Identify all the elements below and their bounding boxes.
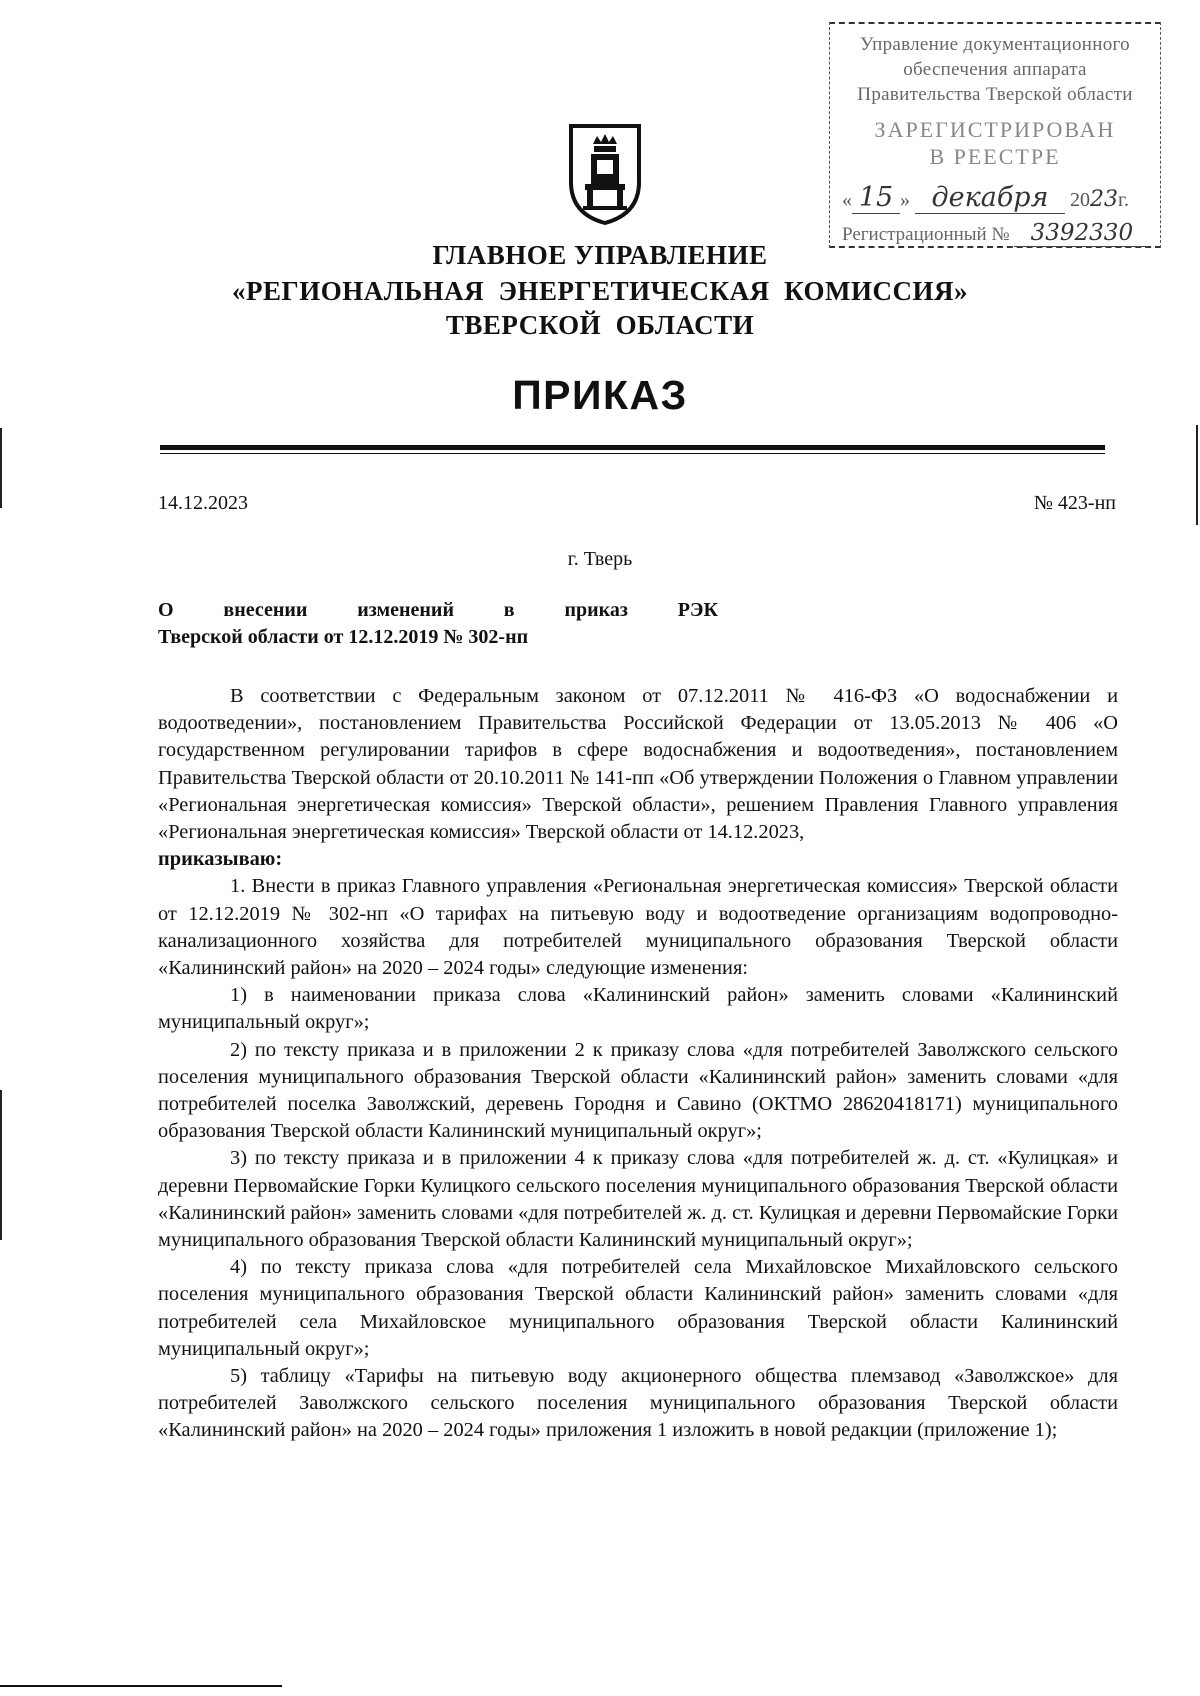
scan-edge-mark [0,1090,2,1240]
stamp-year-unit: г. [1118,189,1129,211]
stamp-in-registry: В РЕЕСТРЕ [929,144,1061,169]
stamp-month: декабря [915,182,1065,214]
document-subject [158,597,718,651]
footer-rule [0,1685,282,1687]
subject-line-2: Тверской области от 12.12.2019 № 302-нп [158,626,529,648]
document-city: г. Тверь [567,548,633,570]
document-type: ПРИКАЗ [512,372,688,418]
scan-edge-mark [1196,425,1198,525]
subitem-5: 5) таблицу «Тарифы на питьевую воду акционерного общества племзавод «Заволжское» для потребителей Заволжского сельского поселения муниципального образования Тверской области «Калининский район» на 2020 – 2024 годы» приложения 1 изложить в новой редакции (приложение 1); [158,1365,1118,1442]
scan-edge-mark [0,428,2,508]
stamp-date: « 15 » декабря 2023г. [842,182,1129,213]
org-name-line-3: ТВЕРСКОЙ ОБЛАСТИ [445,310,755,340]
header-rule-thin [160,453,1105,454]
org-name-line-2: «РЕГИОНАЛЬНАЯ ЭНЕРГЕТИЧЕСКАЯ КОМИССИЯ» [232,276,968,306]
preamble-paragraph: В соответствии с Федеральным законом от 07.12.2011 № 416-ФЗ «О водоснабжении и водоотведении», постановлением Правительства Российской Федерации от 13.05.2013 № 406 «О государственном регулировании тарифов в сфере водоснабжения и водоотведения», постановлением Правительства Тверской области от 20.10.2011 № 141-пп «Об утверждении Положения о Главном управлении «Региональная энергетическая комиссия» Тверской области», решением Правления Главного управления «Региональная энергетическая комиссия» Тверской области от 14.12.2023, [158,685,1118,844]
subject-line-1: О внесении изменений в приказ РЭК [158,599,718,621]
order-word: приказываю: [158,848,283,871]
document-number: № 423-нп [1033,492,1116,514]
subitem-1: 1) в наименовании приказа слова «Калининский район» заменить словами «Калининский муниципальный округ»; [158,984,1118,1034]
document-date: 14.12.2023 [158,492,248,514]
stamp-line: обеспечения аппарата [903,59,1087,80]
item-1: 1. Внести в приказ Главного управления «Региональная энергетическая комиссия» Тверской области от 12.12.2019 № 302-нп «О тарифах на питьевую воду и водоотведение организациям водопроводно-канализационного хозяйства для потребителей муниципального образования Тверской области «Калининский район» на 2020 – 2024 годы» следующие изменения: [158,875,1118,980]
header-rule [160,445,1105,450]
stamp-reg-label: Регистрационный № [842,224,1010,245]
stamp-reg-number: 3392330 [1014,220,1149,247]
coat-of-arms-tver-icon [567,122,643,226]
stamp-line: Управление документационного [860,34,1130,55]
subitem-4: 4) по тексту приказа слова «для потребителей села Михайловское Михайловского сельского поселения муниципального образования Тверской области Калининский район» заменить словами «для потребителей села Михайловское муниципального образования Тверской области Калининский муниципальный округ»; [158,1256,1118,1360]
stamp-year-suffix: 23 [1090,187,1118,212]
stamp-year-prefix: 20 [1070,189,1090,211]
registration-stamp [829,22,1161,248]
subitem-2: 2) по тексту приказа и в приложении 2 к приказу слова «для потребителей Заволжского сельского поселения муниципального образования Тверской области «Калининский район» заменить словами «для потребителей поселка Заволжский, деревень Городня и Савино (ОКТМО 28620418171) муниципального образования Тверской области Калининский муниципальный округ»; [158,1038,1118,1143]
stamp-day: 15 [852,182,900,214]
document-body [158,683,1118,1445]
stamp-registered: ЗАРЕГИСТРИРОВАН [874,117,1116,142]
org-name-line-1: ГЛАВНОЕ УПРАВЛЕНИЕ [432,240,768,270]
stamp-line: Правительства Тверской области [857,84,1133,105]
subitem-3: 3) по тексту приказа и в приложении 4 к приказу слова «для потребителей ж. д. ст. «Кулицкая» и деревни Первомайские Горки Кулицкого сельского поселения муниципального образования Тверской области «Калининский район» заменить словами «для потребителей ж. д. ст. Кулицкая и деревни Первомайские Горки муниципального образования Тверской области Калининский муниципальный округ»; [158,1147,1118,1252]
